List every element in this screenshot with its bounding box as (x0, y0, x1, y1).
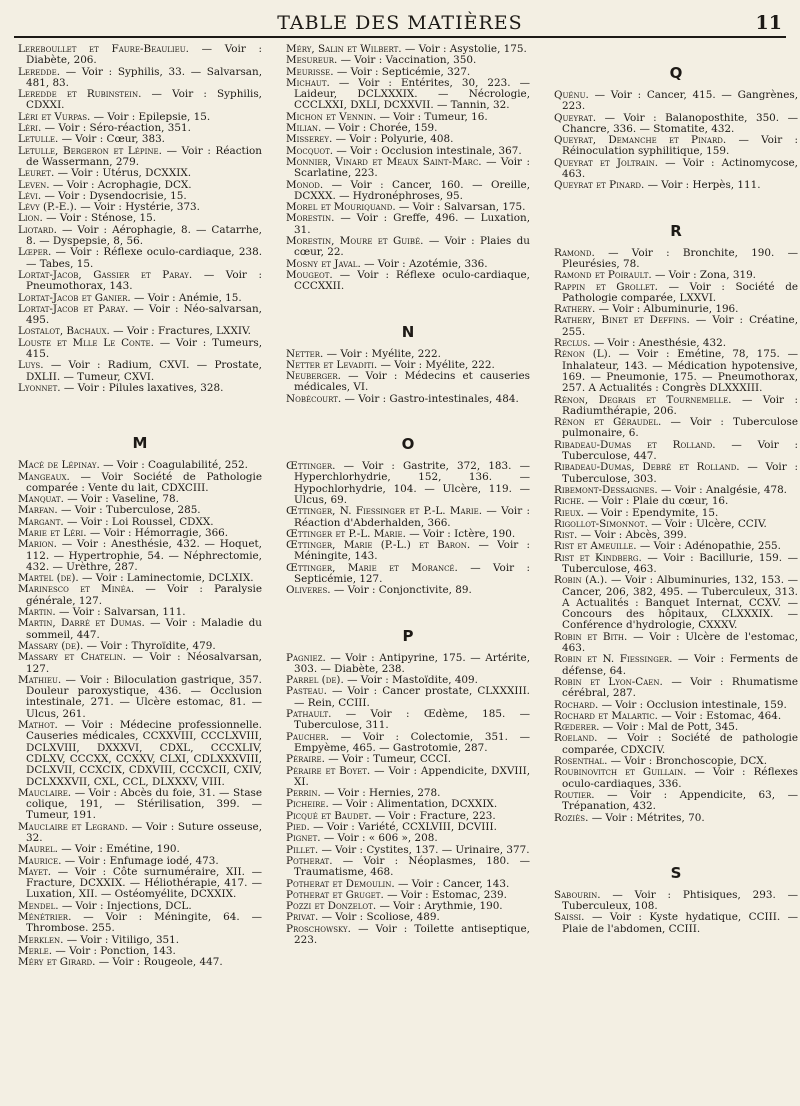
index-entry: Reclus. — Voir : Anesthésie, 432. (554, 337, 727, 350)
index-entry: Robin (A.). — Voir : Albuminuries, 132, 153. — Cancer, 206, 382, 495. — Tuberculeux, 313. A Actualités : Banquet Internat, CCXV. — Concours des hôpitaux, CLXXXIX. — Conférence d'hydrologie, CXXXV. (554, 574, 798, 632)
index-entry: Misserey. — Voir : Polyurie, 408. (286, 133, 454, 146)
section-letter: N (401, 322, 415, 341)
section-letter: M (132, 434, 148, 453)
index-entry: Rochard et Malartic. — Voir : Estomac, 464. (554, 709, 782, 722)
index-section (554, 222, 798, 824)
index-entry: Pignet. — Voir : « 606 », 208. (286, 832, 438, 845)
index-entry: Mauclaire. — Voir : Abcès du foie, 31. — Stase colique, 191, — Stérilisation, 399. — Tumeur, 191. (18, 786, 262, 822)
index-entry: Leredde et Rubinstein. — Voir : Syphilis, CDXXI. (18, 88, 262, 112)
index-entry: Méry et Girard. — Voir : Rougeole, 447. (18, 956, 223, 969)
index-entry: Manquat. — Voir : Vaseline, 78. (18, 493, 179, 506)
index-entry: Leven. — Voir : Acrophagie, DCX. (18, 178, 192, 191)
index-entry: Ramond. — Voir : Bronchite, 190. — Pleurésies, 78. (554, 246, 798, 270)
index-entry: Lortat-Jacob et Ganier. — Voir : Anémie, 15. (18, 291, 242, 304)
index-entry: Morel et Mouriquand. — Voir : Salvarsan, 175. (286, 201, 526, 214)
index-entry: Lortat-Jacob, Gassier et Paray. — Voir : Pneumothorax, 143. (18, 268, 262, 293)
index-entry: Œttinger, N. Fiessinger et P.-L. Marie. — Voir : Réaction d'Abderhalden, 366. (286, 505, 530, 529)
index-entry: Leuret. — Voir : Utérus, DCXXIX. (18, 167, 192, 180)
index-entry: Mougeot. — Voir : Réflexe oculo-cardiaque, CCCXXII. (286, 268, 530, 293)
index-entry: Lévy (P.-E.). — Voir : Hystérie, 373. (18, 201, 200, 214)
index-entry: Œttinger et P.-L. Marie. — Voir : Ictère, 190. (286, 527, 516, 540)
index-entry: Mathieu. — Voir : Biloculation gastrique, 357. Douleur paroxystique, 436. — Occlusion intestinale, 271. — Ulcère estomac, 81. — Ulcus, 261. (18, 673, 262, 720)
index-entry: Proschowsky. — Voir : Toilette antiseptique, 223. (286, 922, 530, 946)
index-entry: Letulle. — Voir : Cœur, 383. (18, 133, 165, 146)
index-entry: Parrel (de). — Voir : Mastoïdite, 409. (286, 674, 478, 687)
index-entry: Quénu. — Voir : Cancer, 415. — Gangrènes, 223. (554, 89, 798, 113)
index-entry: Rathery, Binet et Deffins. — Voir : Créatine, 255. (554, 314, 798, 338)
index-entry: Leredde. — Voir : Syphilis, 33. — Salvarsan, 481, 83. (18, 65, 262, 89)
index-section (286, 323, 530, 405)
index-entry: Mesureur. — Voir : Vaccination, 350. (286, 54, 477, 67)
index-column-1 (18, 44, 262, 969)
index-entry: Perrin. — Voir : Hernies, 278. (286, 787, 441, 800)
index-entry: Martin. — Voir : Salvarsan, 111. (18, 606, 186, 619)
index-entry: Potherat et Gruget. — Voir : Estomac, 239. (286, 888, 507, 901)
index-entry: Picheire. — Voir : Alimentation, DCXXIX. (286, 798, 498, 811)
index-entry: Pasteau. — Voir : Cancer prostate, CLXXXIII. — Rein, CCIII. (286, 685, 530, 709)
index-entry: Potherat et Demoulin. — Voir : Cancer, 143. (286, 877, 510, 890)
index-column-3 (554, 44, 798, 935)
index-entry: Mendel. — Voir : Injections, DCL. (18, 899, 192, 912)
index-entry: Milian. — Voir : Chorée, 159. (286, 122, 438, 135)
page-number: 11 (755, 12, 782, 34)
index-entry: Péraire. — Voir : Tumeur, CCCI. (286, 753, 452, 766)
index-entry: Rochard. — Voir : Occlusion intestinale, 159. (554, 698, 787, 711)
index-entry: Nobécourt. — Voir : Gastro-intestinales, 484. (286, 392, 519, 405)
index-entry: Margant. — Voir : Loi Roussel, CDXX. (18, 515, 214, 528)
index-entry: Rist et Kindberg. — Voir : Bacillurie, 159. — Tuberculose, 463. (554, 551, 798, 575)
index-entry: Ramond et Poirault. — Voir : Zona, 319. (554, 269, 756, 282)
index-entry: Massary (de). — Voir : Thyroïdite, 479. (18, 639, 216, 652)
index-entry: Lyonnet. — Voir : Pilules laxatives, 328. (18, 381, 224, 394)
index-entry: Rigollot-Simonnot. — Voir : Ulcère, CCIV. (554, 517, 767, 530)
index-entry: Rénon, Degrais et Tournemelle. — Voir : Radiumthérapie, 206. (554, 393, 798, 417)
index-entry: Riche. — Voir : Plaie du cœur, 16. (554, 495, 729, 508)
index-entry: Morestin, Moure et Guibé. — Voir : Plaies du cœur, 22. (286, 235, 530, 259)
index-section (554, 64, 798, 192)
index-entry: Méry, Salin et Wilbert. — Voir : Asystolie, 175. (286, 43, 527, 55)
index-entry: Robin et N. Fiessinger. — Voir : Ferments de défense, 64. (554, 653, 798, 677)
index-entry: Queyrat. — Voir : Balanoposthite, 350. — Chancre, 336. — Stomatite, 432. (554, 111, 798, 135)
index-entry: Œttinger, Marie (P.-L.) et Baron. — Voir : Méningite, 143. (286, 539, 530, 563)
index-entry: Mayet. — Voir : Côte surnuméraire, XII. — Fracture, DCXXIX. — Héliothérapie, 417. — Luxation, XII. — Ostéomyélite, DCXXIX. (18, 865, 262, 901)
index-entry: Ménétrier. — Voir : Méningite, 64. — Thrombose. 255. (18, 911, 262, 935)
index-entry: Maurel. — Voir : Emétine, 190. (18, 843, 180, 856)
index-entry: Netter et Levaditi. — Voir : Myélite, 222. (286, 358, 495, 371)
index-entry: Ribadeau-Dumas, Debré et Rolland. — Voir : Tuberculose, 303. (554, 461, 798, 485)
index-entry: Martel (de). — Voir : Laminectomie, DCLXIX. (18, 572, 254, 585)
index-entry: Lion. — Voir : Sténose, 15. (18, 212, 157, 225)
index-section (18, 44, 262, 394)
index-entry: Rosenthal. — Voir : Bronchoscopie, DCX. (554, 755, 768, 768)
index-entry: Lévi. — Voir : Dysendocrisie, 15. (18, 189, 187, 202)
index-entry: Ribemont-Dessaignes. — Voir : Analgésie, 478. (554, 483, 787, 496)
index-entry: Lortat-Jacob et Paray. — Voir : Néo-salvarsan, 495. (18, 302, 262, 327)
index-entry: Merklen. — Voir : Vitiligo, 351. (18, 933, 180, 946)
index-entry: Pathault. — Voir : Œdème, 185. — Tuberculose, 311. (286, 708, 530, 732)
index-entry: Sabourin. — Voir : Phtisiques, 293. — Tuberculeux, 108. (554, 888, 798, 913)
index-entry: Queyrat, Demanche et Pinard. — Voir : Réinoculation syphilitique, 159. (554, 134, 798, 158)
index-entry: Routier. — Voir : Appendicite, 63, — Trépanation, 432. (554, 788, 798, 813)
index-entry: Oliveres. — Voir : Conjonctivite, 89. (286, 584, 472, 597)
index-entry: Lereboullet et Faure-Beaulieu. — Voir : Diabète, 206. (18, 43, 262, 67)
index-entry: Marie et Léri. — Voir : Hémorragie, 366. (18, 526, 229, 539)
index-entry: Luys. — Voir : Radium, CXVI. — Prostate, DXLII. — Tumeur, CXVI. (18, 359, 262, 383)
section-letter: Q (669, 64, 683, 82)
index-entry: Mosny et Javal. — Voir : Azotémie, 336. (286, 257, 488, 270)
index-entry: Roziès. — Voir : Métrites, 70. (554, 811, 705, 824)
index-entry: Léri et Vurpas. — Voir : Epilepsie, 15. (18, 110, 211, 123)
index-entry: Rist et Ameuille. — Voir : Adénopathie, 255. (554, 540, 781, 553)
index-entry: Marinesco et Minéa. — Voir : Paralysie générale, 127. (18, 583, 262, 607)
index-entry: Œttinger, Marie et Morancé. — Voir : Septicémie, 127. (286, 561, 530, 585)
index-entry: Queyrat et Pinard. — Voir : Herpès, 111. (554, 179, 761, 192)
index-column-2 (286, 44, 530, 946)
index-entry: Œttinger. — Voir : Gastrite, 372, 183. — Hyperchlorhydrie, 152, 136. — Hypochlorhydrie, 104. — Ulcère, 119. — Ulcus, 69. (286, 460, 530, 506)
index-section (286, 44, 530, 293)
page-title: TABLE DES MATIÈRES (277, 12, 523, 34)
index-entry: Monod. — Voir : Cancer, 160. — Oreille, DCXXX. — Hydronéphroses, 95. (286, 178, 530, 202)
index-entry: Rœderer. — Voir : Mal de Pott, 345. (554, 721, 739, 734)
index-section (554, 864, 798, 935)
index-entry: Péraire et Boyet. — Voir : Appendicite, DXVIII, XI. (286, 764, 530, 788)
index-entry: Meurisse. — Voir : Septicémie, 327. (286, 65, 471, 78)
index-entry: Paucher. — Voir : Colectomie, 351. — Empyème, 465. — Gastrotomie, 287. (286, 730, 530, 754)
index-entry: Roeland. — Voir : Société de pathologie comparée, CDXCIV. (554, 732, 798, 756)
index-entry: Liotard. — Voir : Aérophagie, 8. — Catarrhe, 8. — Dyspepsie, 8, 56. (18, 223, 262, 248)
index-section (286, 627, 530, 947)
index-entry: Neuberger. — Voir : Médecins et causeries médicales, VI. (286, 370, 530, 394)
index-section (286, 435, 530, 597)
index-entry: Rist. — Voir : Abcès, 399. (554, 529, 687, 542)
index-entry: Michon et Vennin. — Voir : Tumeur, 16. (286, 110, 488, 123)
index-entry: Merle. — Voir : Ponction, 143. (18, 944, 176, 957)
section-letter: R (670, 221, 682, 240)
index-entry: Rieux. — Voir : Ependymite, 15. (554, 506, 719, 519)
section-letter: O (401, 435, 415, 454)
index-entry: Mathot. — Voir : Médecine professionnelle. Causeries médicales, CCXXVIII, CCCLXVIII, DCLXVIII, DXXXVI, CDXL, CCCXLIV, CDLXV, CCCXX, CCXXV, CLXI, CDLXXXVIII, DCLXVII, CCXCIX, CDXVIII, CCCXCII, CXIV, DCLXXXVII, CXL, CCL, DLXXXV, VIII. (18, 719, 262, 788)
index-entry: Pillet. — Voir : Cystites, 137. — Urinaire, 377. (286, 843, 530, 856)
index-entry: Mocquot. — Voir : Occlusion intestinale, 367. (286, 144, 522, 157)
index-entry: Potherat. — Voir : Néoplasmes, 180. — Traumatisme, 468. (286, 854, 530, 879)
index-entry: Lostalot, Bachaux. — Voir : Fractures, LXXIV. (18, 325, 251, 338)
index-entry: Morestin. — Voir : Greffe, 496. — Luxation, 31. (286, 212, 530, 236)
index-entry: Louste et Mlle Le Conte. — Voir : Tumeurs, 415. (18, 336, 262, 361)
index-entry: Martin, Darré et Dumas. — Voir : Maladie du sommeil, 447. (18, 617, 262, 641)
index-entry: Maurice. — Voir : Enfumage iodé, 473. (18, 854, 219, 867)
index-entry: Pozzi et Donzelot. — Voir : Arythmie, 190. (286, 900, 503, 913)
index-entry: Rénon (L). — Voir : Emétine, 78, 175. — Inhalateur, 143. — Médication hypotensive, 169. — Pneumonie, 175. — Pneumothorax, 257. A Actualités : Congrès DLXXXIII. (554, 348, 798, 395)
index-entry: Rénon et Géraudel. — Voir : Tuberculose pulmonaire, 6. (554, 416, 798, 440)
index-entry: Netter. — Voir : Myélite, 222. (286, 347, 441, 360)
section-letter: S (670, 863, 682, 882)
index-entry: Robin et Bith. — Voir : Ulcère de l'estomac, 463. (554, 630, 798, 655)
index-entry: Léri. — Voir : Séro-réaction, 351. (18, 122, 191, 135)
index-entry: Saissi. — Voir : Kyste hydatique, CCIII. — Plaie de l'abdomen, CCIII. (554, 911, 798, 935)
index-entry: Mauclaire et Legrand. — Voir : Suture osseuse, 32. (18, 820, 262, 844)
index-entry: Pagniez. — Voir : Antipyrine, 175. — Artérite, 303. — Diabète, 238. (286, 651, 530, 675)
index-entry: Letulle, Bergeron et Lépine. — Voir : Réaction de Wassermann, 279. (18, 144, 262, 168)
index-entry: Marfan. — Voir : Tuberculose, 285. (18, 504, 201, 517)
index-entry: Ribadeau-Dumas et Rolland. — Voir : Tuberculose, 447. (554, 438, 798, 463)
index-entry: Macé de Lépinay. — Voir : Coagulabilité, 252. (18, 459, 248, 472)
section-letter: P (402, 626, 414, 645)
index-entry: Privat. — Voir : Scoliose, 489. (286, 911, 440, 924)
index-entry: Pied. — Voir : Variété, CCXLVIII, DCVIII. (286, 821, 497, 834)
index-entry: Mangeaux. — Voir Société de Pathologie comparée : Vente du lait, CDXCIII. (18, 470, 262, 494)
index-entry: Rappin et Grollet. — Voir : Société de Pathologie comparée, LXXVI. (554, 280, 799, 304)
index-entry: Robin et Lyon-Caen. — Voir : Rhumatisme cérébral, 287. (554, 675, 798, 700)
index-entry: Marion. — Voir : Anesthésie, 432. — Hoquet, 112. — Hypertrophie, 54. — Néphrectomie, 432. — Urèthre, 287. (18, 538, 262, 573)
index-entry: Massary et Chatelin. — Voir : Néosalvarsan, 127. (18, 651, 262, 675)
index-entry: Roubinovitch et Guillain. — Voir : Réflexes oculo-cardiaques, 336. (554, 766, 798, 790)
index-entry: Michaut. — Voir : Entérites, 30, 223. — Laideur, DCLXXXIX. — Nécrologie, CCCLXXI, DXLI, DCXXVII. — Tannin, 32. (286, 76, 530, 112)
index-entry: Rathery. — Voir : Albuminurie, 196. (554, 303, 739, 316)
index-entry: Queyrat et Joltrain. — Voir : Actinomycose, 463. (554, 156, 798, 181)
index-entry: Monnier, Vinard et Meaux Saint-Marc. — Voir : Scarlatine, 223. (286, 155, 530, 180)
index-entry: Picqué et Baudet. — Voir : Fracture, 223. (286, 809, 496, 822)
page-header (14, 8, 786, 38)
index-entry: Lœper. — Voir : Réflexe oculo-cardiaque, 238. — Tabes, 15. (18, 246, 262, 270)
index-section (18, 434, 262, 968)
